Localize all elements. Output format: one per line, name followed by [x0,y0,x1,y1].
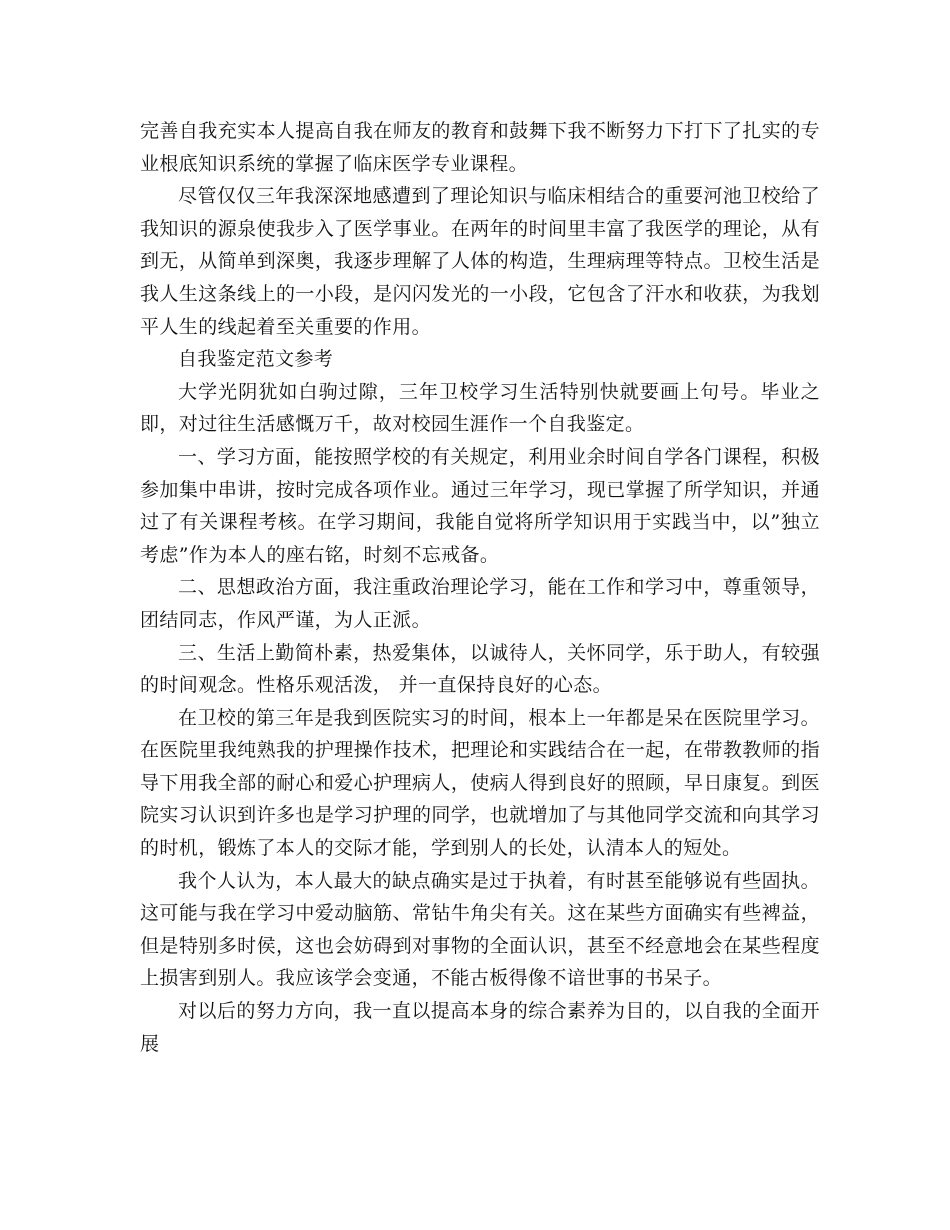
paragraph: 尽管仅仅三年我深深地感遭到了理论知识与临床相结合的重要河池卫校给了我知识的源泉使我步入了医学事业。在两年的时间里丰富了我医学的理论，从有到无，从简单到深奥，我逐步理解了人体的构造，生理病理等特点。卫校生活是我人生这条线上的一小段，是闪闪发光的一小段，它包含了汗水和收获，为我划平人生的线起着至关重要的作用。 [140,185,820,338]
paragraph: 对以后的努力方向，我一直以提高本身的综合素养为目的，以自我的全面开展 [140,1000,820,1055]
document-body [140,115,820,1060]
paragraph: 二、思想政治方面，我注重政治理论学习，能在工作和学习中，尊重领导，团结同志，作风严谨，为人正派。 [140,576,820,631]
paragraph-continuation: 完善自我充实本人提高自我在师友的教育和鼓舞下我不断努力下打下了扎实的专业根底知识系统的掌握了临床医学专业课程。 [140,120,820,175]
paragraph: 一、学习方面，能按照学校的有关规定，利用业余时间自学各门课程，积极参加集中串讲，按时完成各项作业。通过三年学习，现已掌握了所学知识，并通过了有关课程考核。在学习期间，我能自觉将所学知识用于实践当中，以”独立考虑”作为本人的座右铭，时刻不忘戒备。 [140,445,820,566]
section-heading: 自我鉴定范文参考 [178,348,334,371]
paragraph: 三、生活上勤简朴素，热爱集体，以诚待人，关怀同学，乐于助人，有较强的时间观念。性格乐观活泼， 并一直保持良好的心态。 [140,641,820,697]
paragraph: 我个人认为，本人最大的缺点确实是过于执着，有时甚至能够说有些固执。这可能与我在学习中爱动脑筋、常钻牛角尖有关。这在某些方面确实有些裨益，但是特别多时侯，这也会妨碍到对事物的全面认识，甚至不经意地会在某些程度上损害到别人。我应该学会变通，不能古板得像不谙世事的书呆子。 [140,869,820,990]
paragraph: 大学光阴犹如白驹过隙，三年卫校学习生活特别快就要画上句号。毕业之即，对过往生活感慨万千，故对校园生涯作一个自我鉴定。 [140,380,820,436]
paragraph: 在卫校的第三年是我到医院实习的时间，根本上一年都是呆在医院里学习。在医院里我纯熟我的护理操作技术，把理论和实践结合在一起，在带教教师的指导下用我全部的耐心和爱心护理病人，使病人得到良好的照顾，早日康复。到医院实习认识到许多也是学习护理的同学，也就增加了与其他同学交流和向其学习的时机，锻炼了本人的交际才能，学到别人的长处，认清本人的短处。 [140,706,820,860]
